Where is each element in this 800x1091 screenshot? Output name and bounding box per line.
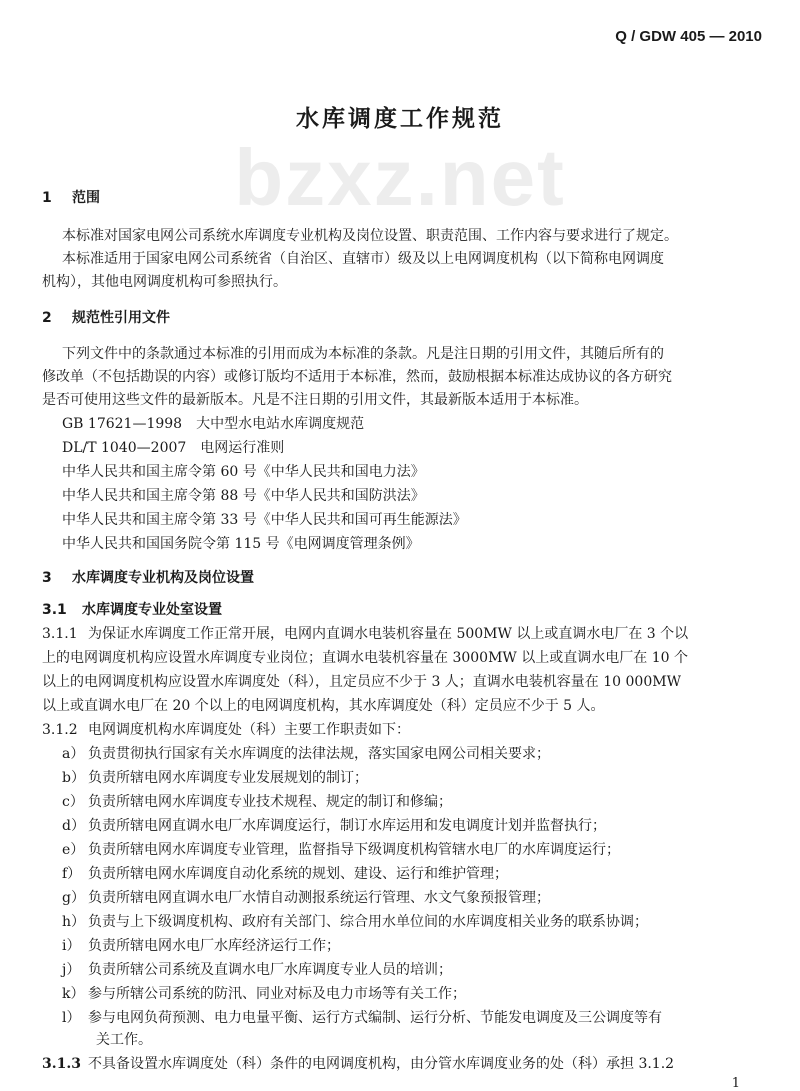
clause-3-1-1: 3.1.1 为保证水库调度工作正常开展，电网内直调水电装机容量在 500MW 以上或直调水电厂在 3 个以 <box>42 626 689 642</box>
list-item: b） 负责所辖电网水库调度专业发展规划的制订； <box>62 770 368 786</box>
list-item: d） 负责所辖电网直调水电厂水库调度运行，制订水库运用和发电调度计划并监督执行； <box>62 818 606 834</box>
paragraph-cont: 机构），其他电网调度机构可参照执行。 <box>42 274 287 290</box>
reference-item: 中华人民共和国主席令第 33 号《中华人民共和国可再生能源法》 <box>62 512 467 528</box>
paragraph-cont: 修改单（不包括勘误的内容）或修订版均不适用于本标准，然而，鼓励根据本标准达成协议的各方研究 <box>42 369 672 385</box>
paragraph: 本标准适用于国家电网公司系统省（自治区、直辖市）级及以上电网调度机构（以下简称电网调度 <box>62 251 664 267</box>
section-3-heading: 3 水库调度专业机构及岗位设置 <box>42 570 254 586</box>
section-1-heading: 1 范围 <box>42 190 100 206</box>
reference-item: 中华人民共和国主席令第 88 号《中华人民共和国防洪法》 <box>62 488 425 504</box>
watermark: bzxz.net <box>234 133 566 222</box>
list-item: c） 负责所辖电网水库调度专业技术规程、规定的制订和修编； <box>62 794 452 810</box>
paragraph-cont: 以上或直调水电厂在 20 个以上的电网调度机构，其水库调度处（科）定员应不少于 5 人。 <box>42 698 605 714</box>
reference-item: GB 17621—1998 大中型水电站水库调度规范 <box>62 416 365 432</box>
paragraph: 本标准对国家电网公司系统水库调度专业机构及岗位设置、职责范围、工作内容与要求进行了规定。 <box>62 228 678 244</box>
list-item: e） 负责所辖电网水库调度专业管理，监督指导下级调度机构管辖水电厂的水库调度运行； <box>62 842 620 858</box>
page-number: 1 <box>731 1076 740 1091</box>
list-item: k） 参与所辖公司系统的防汛、同业对标及电力市场等有关工作； <box>62 986 466 1002</box>
list-item: h） 负责与上下级调度机构、政府有关部门、综合用水单位间的水库调度相关业务的联系协调； <box>62 914 648 930</box>
standard-number: Q / GDW 405 — 2010 <box>615 28 762 45</box>
list-item: j） 负责所辖公司系统及直调水电厂水库调度专业人员的培训； <box>62 962 452 978</box>
list-item: i） 负责所辖电网水电厂水库经济运行工作； <box>62 938 340 954</box>
list-item: f） 负责所辖电网水库调度自动化系统的规划、建设、运行和维护管理； <box>62 866 508 882</box>
list-item: g） 负责所辖电网直调水电厂水情自动测报系统运行管理、水文气象预报管理； <box>62 890 550 906</box>
list-item: a） 负责贯彻执行国家有关水库调度的法律法规，落实国家电网公司相关要求； <box>62 746 550 762</box>
clause-3-1-3: 3.1.3 不具备设置水库调度处（科）条件的电网调度机构，由分管水库调度业务的处（科）承担 3.1.2 <box>42 1056 675 1072</box>
clause-3-1-2: 3.1.2 电网调度机构水库调度处（科）主要工作职责如下： <box>42 722 410 738</box>
section-3-1-heading: 3.1 水库调度专业处室设置 <box>42 602 222 618</box>
reference-item: DL/T 1040—2007 电网运行准则 <box>62 440 285 456</box>
list-item: l） 参与电网负荷预测、电力电量平衡、运行方式编制、运行分析、节能发电调度及三公调度等有 <box>62 1010 662 1026</box>
reference-item: 中华人民共和国主席令第 60 号《中华人民共和国电力法》 <box>62 464 425 480</box>
list-item-cont: 关工作。 <box>96 1032 152 1048</box>
paragraph-cont: 上的电网调度机构应设置水库调度专业岗位；直调水电装机容量在 3000MW 以上或直调水电厂在 10 个 <box>42 650 688 666</box>
paragraph-cont: 是否可使用这些文件的最新版本。凡是不注日期的引用文件，其最新版本适用于本标准。 <box>42 392 588 408</box>
reference-item: 中华人民共和国国务院令第 115 号《电网调度管理条例》 <box>62 536 420 552</box>
paragraph-cont: 以上的电网调度机构应设置水库调度处（科），且定员应不少于 3 人；直调水电装机容量在 10 000MW <box>42 674 681 690</box>
document-title: 水库调度工作规范 <box>296 106 504 132</box>
section-2-heading: 2 规范性引用文件 <box>42 310 170 326</box>
paragraph: 下列文件中的条款通过本标准的引用而成为本标准的条款。凡是注日期的引用文件，其随后所有的 <box>62 346 664 362</box>
